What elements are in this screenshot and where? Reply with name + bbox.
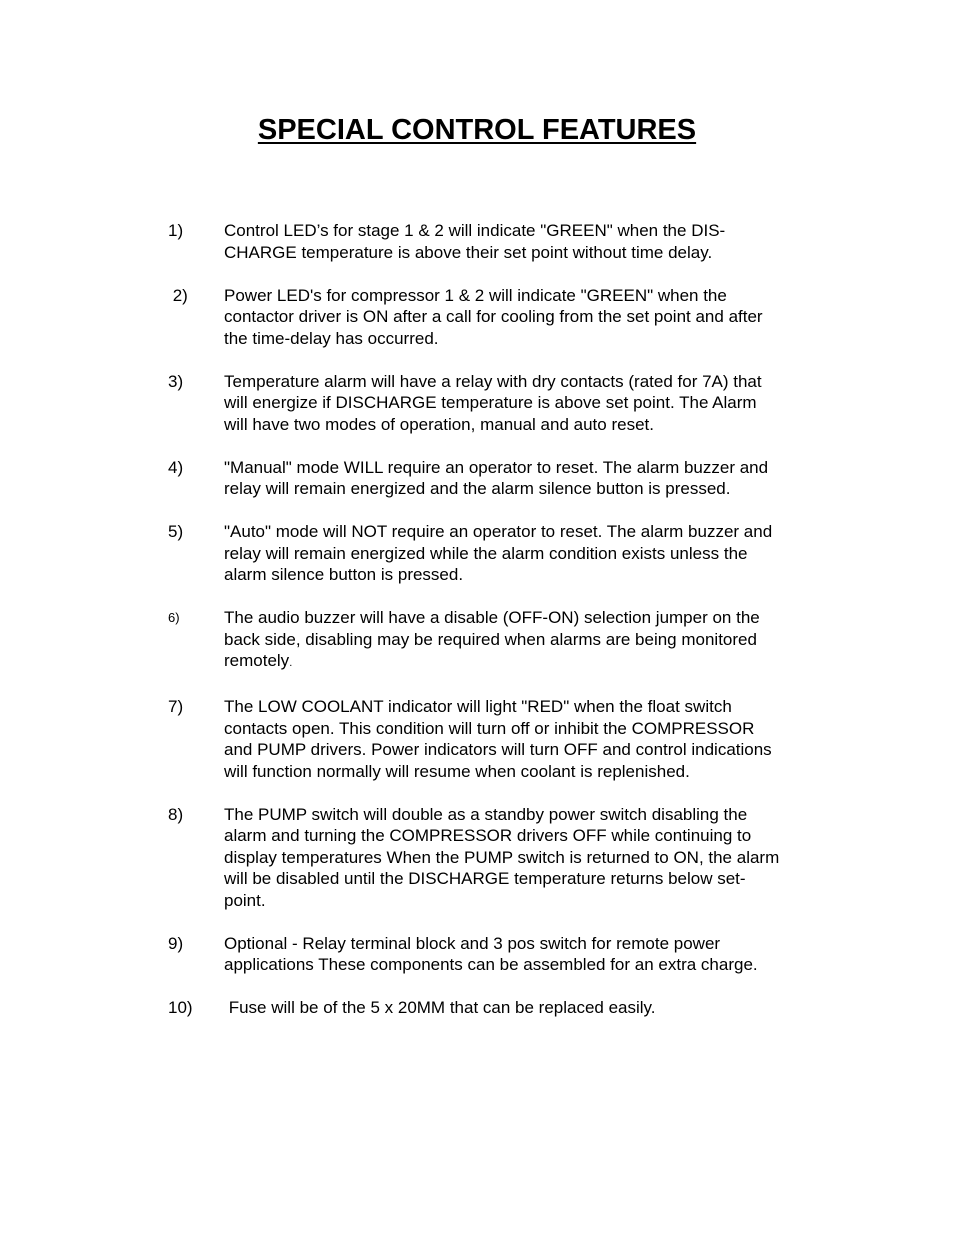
item-text-line: Temperature alarm will have a relay with dry contacts (rated for 7A) that [224, 371, 762, 391]
item-text-line: contacts open. This condition will turn off or inhibit the COMPRESSOR [224, 718, 755, 738]
item-text-line: The audio buzzer will have a disable (OFF-ON) selection jumper on the [224, 608, 760, 627]
item-text-line: Optional - Relay terminal block and 3 pos switch for remote power [224, 933, 721, 953]
item-text-line: relay will remain energized while the alarm condition exists unless the [224, 543, 748, 563]
item-text-line: The PUMP switch will double as a standby power switch disabling the [224, 804, 748, 824]
item-text-line: will be disabled until the DISCHARGE temperature returns below set- [224, 869, 746, 888]
item-number: 4) [168, 457, 184, 477]
item-text-line: alarm and turning the COMPRESSOR drivers OFF while continuing to [224, 826, 752, 845]
item-text-line: CHARGE temperature is above their set point without time delay. [224, 242, 713, 262]
item-text-line: and PUMP drivers. Power indicators will turn OFF and control indications [224, 740, 772, 759]
item-number: 8) [168, 804, 184, 824]
item-number: 9) [168, 933, 184, 953]
item-text-line: "Auto" mode will NOT require an operator to reset. The alarm buzzer and [224, 522, 773, 541]
item-text-line: applications These components can be assembled for an extra charge. [224, 955, 758, 974]
item-text-line-last [224, 650, 848, 675]
list-item-5 [168, 521, 848, 586]
item-text-line: remotely [224, 651, 290, 670]
list-item-9 [168, 933, 848, 976]
features-list [168, 220, 848, 1040]
item-number: 3) [168, 371, 184, 391]
list-item-4 [168, 457, 848, 500]
list-item-6 [168, 607, 848, 675]
item-number: 5) [168, 522, 184, 541]
item-text-line: back side, disabling may be required when alarms are being monitored [224, 629, 757, 649]
item-text-line: will have two modes of operation, manual and auto reset. [224, 414, 654, 434]
item-text-line: Power LED's for compressor 1 & 2 will indicate "GREEN" when the [224, 285, 727, 305]
list-item-10 [168, 997, 848, 1019]
item-text-line: alarm silence button is pressed. [224, 565, 464, 584]
list-item-1 [168, 220, 848, 263]
item-text-line: Fuse will be of the 5 x 20MM that can be replaced easily. [224, 998, 656, 1017]
item-number: 2) [168, 285, 188, 305]
item-number: 1) [168, 221, 184, 240]
item-text-line: "Manual" mode WILL require an operator to reset. The alarm buzzer and [224, 457, 769, 477]
item-text-line: relay will remain energized and the alarm silence button is pressed. [224, 479, 731, 498]
item-text-line: contactor driver is ON after a call for cooling from the set point and after [224, 307, 763, 326]
item-text-line: the time-delay has occurred. [224, 328, 439, 348]
item-text-line: point. [224, 890, 266, 910]
item-text-tail: . [289, 657, 293, 669]
item-number: 10) [168, 998, 193, 1017]
list-item-8 [168, 804, 848, 912]
item-text-line: display temperatures When the PUMP switch is returned to ON, the alarm [224, 847, 780, 867]
item-number: 6) [168, 610, 180, 625]
list-item-7 [168, 696, 848, 782]
list-item-3 [168, 371, 848, 436]
item-text-line: will energize if DISCHARGE temperature is above set point. The Alarm [224, 393, 757, 412]
item-text-line: will function normally will resume when coolant is replenished. [224, 761, 690, 781]
item-text-line: The LOW COOLANT indicator will light "RED" when the float switch [224, 697, 732, 716]
item-text-line: Control LED’s for stage 1 & 2 will indicate "GREEN" when the DIS- [224, 221, 726, 240]
list-item-2 [168, 285, 848, 350]
item-number: 7) [168, 697, 184, 716]
page-title: SPECIAL CONTROL FEATURES [257, 114, 697, 146]
